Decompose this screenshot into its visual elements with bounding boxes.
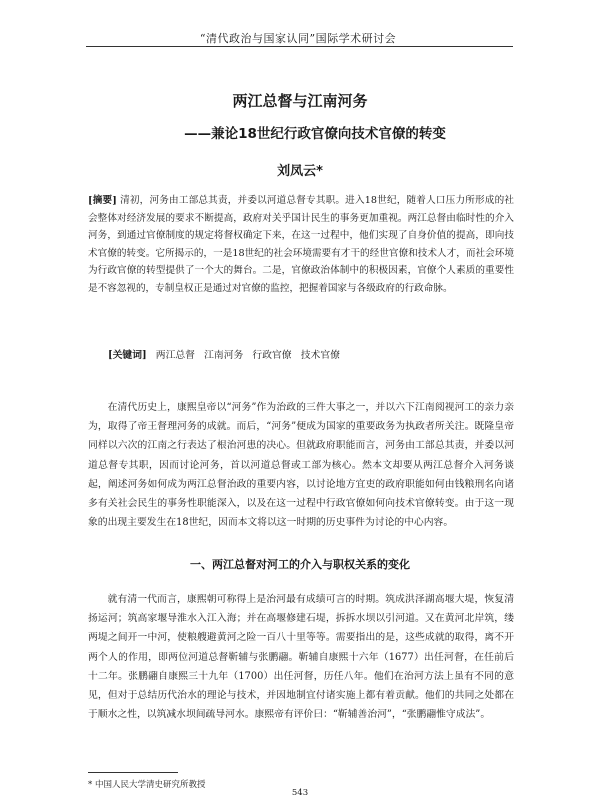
keyword-item: 两江总督 — [155, 350, 195, 361]
article-subtitle: ——兼论18世纪行政官僚向技术官僚的转变 — [184, 126, 446, 142]
header-divider — [86, 46, 513, 47]
body-paragraph: 就有清一代而言，康熙朝可称得上是治河最有成绩可言的时期。筑成洪泽湖高堰大堤，恢复清扬运河；筑高家堰导淮水入江入海；并在高堰修建石堤，拆拆水坝以引河道。又在黄河北岸筑，缕两堤之间开一中河，使粮艘避黄河之险一百八十里等等。需要指出的是，这些成就的取得，离不开两个人的作用，即两位河道总督靳辅与张鹏翮。靳辅自康熙十六年（1677）出任河督，在任前后十二年。张鹏翮自康熙三十九年（1700）出任河督，历任八年。他们在治河方法上虽有不同的意见，但对于总结历代治水的理论与技术，并因地制宜付诸实施上都有着贡献。他们的共同之处都在于顺水之性，以筑减水坝间疏导河水。康熙帝有评价曰：“靳辅善治河”，“张鹏翮惟守成法”。 — [88, 594, 514, 721]
page-number: 543 — [291, 788, 309, 798]
running-header: “清代政治与国家认同”国际学术研讨会 — [199, 32, 397, 45]
intro-paragraph: 在清代历史上，康熙皇帝以“河务”作为治政的三件大事之一，并以六下江南阅视河工的亲力亲为，取得了帝王督理河务的成就。而后，“河务”便成为国家的重要政务为执政者所关注。既隆皇帝同样以六次的江南之行表达了根治河患的决心。但就政府职能而言，河务由工部总其责，并委以河道总督专其职，因而讨论河务，首以河道总督或工部为核心。然本文却要从两江总督介入河务谈起，阐述河务如何成为两江总督治政的重要内容，以讨论地方宜吏的政府职能如何由钱粮刑名向诸多有关社会民生的事务性职能深入，以及在这一过程中行政官僚如何向技术官僚转变。由于这一现象的出现主要发生在18世纪，因而本文将以这一时期的历史事件为讨论的中心内容。 — [88, 402, 514, 529]
section-heading: 一、两江总督对河工的介入与职权关系的变化 — [190, 558, 410, 571]
author-name: 刘凤云* — [277, 164, 323, 179]
keyword-item: 技术官僚 — [300, 350, 340, 361]
keyword-item: 行政官僚 — [252, 350, 292, 361]
keywords-label: [关键词] — [108, 350, 147, 361]
footnote: * 中国人民大学清史研究所教授 — [88, 780, 206, 790]
footnote-divider — [88, 772, 178, 773]
abstract-label: [摘要] — [88, 195, 117, 206]
keywords — [108, 349, 518, 363]
article-title: 两江总督与江南河务 — [232, 92, 368, 110]
keyword-item: 江南河务 — [204, 350, 244, 361]
abstract-text: 清初，河务由工部总其责，并委以河道总督专其职。进入18世纪，随着人口压力所形成的社会整体对经济发展的要求不断提高，政府对关乎国计民生的事务更加重视。两江总督由临时性的介入河务，到通过官僚制度的规定将督权确定下来，在这一过程中，他们实现了自身价值的提高，即向技术官僚的转变。它所揭示的，一是18世纪的社会环境需要有才干的经世官僚和技术人才，而社会环境为行政官僚的转型提供了一个大的舞台。二是，官僚政治体制中的积极因素，官僚个人素质的重要性是不容忽视的，专制皇权正是通过对官僚的监控，把握着国家与各级政府的行政命脉。 — [88, 195, 514, 294]
abstract — [88, 192, 514, 298]
